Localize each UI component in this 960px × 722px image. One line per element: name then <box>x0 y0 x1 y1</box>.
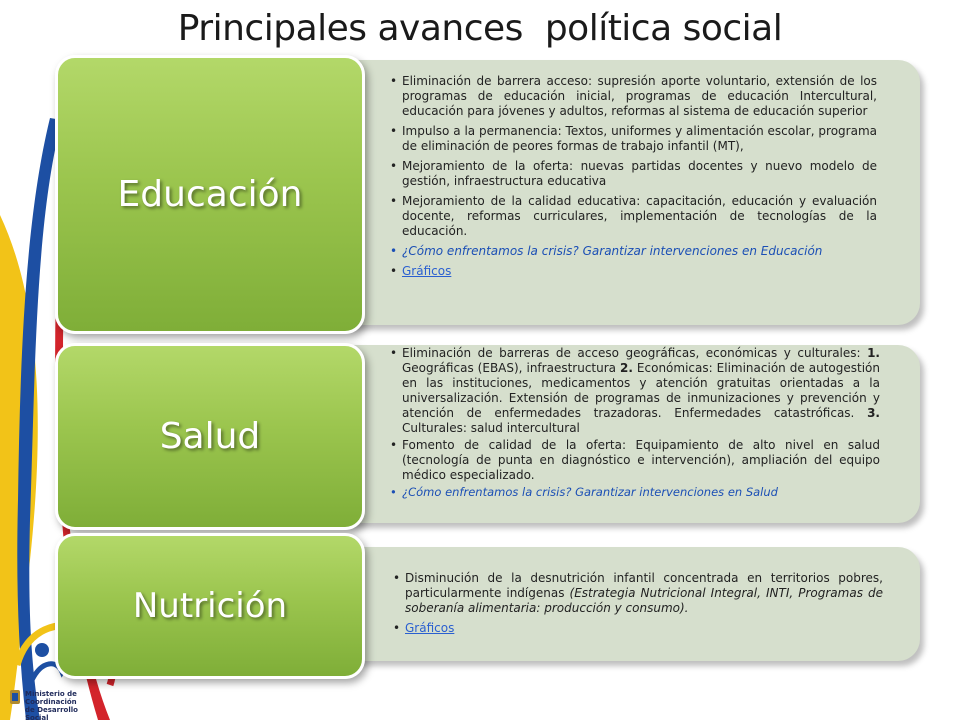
nutricion-bullet-1: • Disminución de la desnutrición infantil concentrada en territorios pobres, particularmente indígenas (Estrategia Nutricional Integral, INTI, Programas de soberanía alimentaria: producción y consumo). <box>395 571 883 616</box>
nutricion-tile <box>55 533 365 679</box>
educacion-bullet-3: • Mejoramiento de la oferta: nuevas partidas docentes y nuevo modelo de gestión, infraestructura educativa <box>392 159 877 189</box>
educacion-graficos-item <box>392 264 877 279</box>
educacion-bullet-2: • Impulso a la permanencia: Textos, uniformes y alimentación escolar, programa de eliminación de peores formas de trabajo infantil (MT), <box>392 124 877 154</box>
salud-tile <box>55 343 365 530</box>
ministry-label: Ministerio de Coordinación de Desarrollo Social <box>25 690 78 722</box>
nutricion-graficos-link[interactable]: Gráficos <box>405 621 455 635</box>
educacion-bullet-4: • Mejoramiento de la calidad educativa: capacitación, educación y evaluación docente, reformas curriculares, implementación de tecnologías de la educación. <box>392 194 877 239</box>
salud-bullet-2: • Fomento de calidad de la oferta: Equipamiento de alto nivel en salud (tecnología de punta en diagnóstico e intervención), ampliación del equipo médico especializado. <box>392 438 880 483</box>
salud-bullet-1: • Eliminación de barreras de acceso geográficas, económicas y culturales: 1. Geográficas (EBAS), infraestructura 2. Económicas: Eliminación de autogestión en las instituciones, medicamentos y atención gratuitas orientadas a la universalización. Extensión de programas de inmunizaciones y prevención y atención de enfermedades trazadoras. Enfermedades catastróficas. 3. Culturales: salud intercultural <box>392 346 880 436</box>
salud-crisis: • ¿Cómo enfrentamos la crisis? Garantizar intervenciones en Salud <box>392 485 880 500</box>
salud-label: Salud <box>159 416 261 457</box>
educacion-bullets <box>392 74 877 284</box>
educacion-graficos-link[interactable]: Gráficos <box>402 264 452 278</box>
educacion-crisis: • ¿Cómo enfrentamos la crisis? Garantizar intervenciones en Educación <box>392 244 877 259</box>
educacion-label: Educación <box>117 174 303 215</box>
educacion-tile <box>55 55 365 334</box>
coat-of-arms-icon <box>10 690 20 704</box>
page-title: Principales avances política social <box>177 8 783 49</box>
educacion-bullet-1: • Eliminación de barrera acceso: supresión aporte voluntario, extensión de los programas de educación inicial, programas de educación Intercultural, educación para jóvenes y adultos, reformas al sistema de educación superior <box>392 74 877 119</box>
nutricion-graficos-item <box>395 621 883 636</box>
logo-head-blue <box>35 643 49 657</box>
nutricion-label: Nutrición <box>132 586 288 626</box>
salud-bullets <box>392 346 880 505</box>
nutricion-bullets <box>395 571 883 641</box>
